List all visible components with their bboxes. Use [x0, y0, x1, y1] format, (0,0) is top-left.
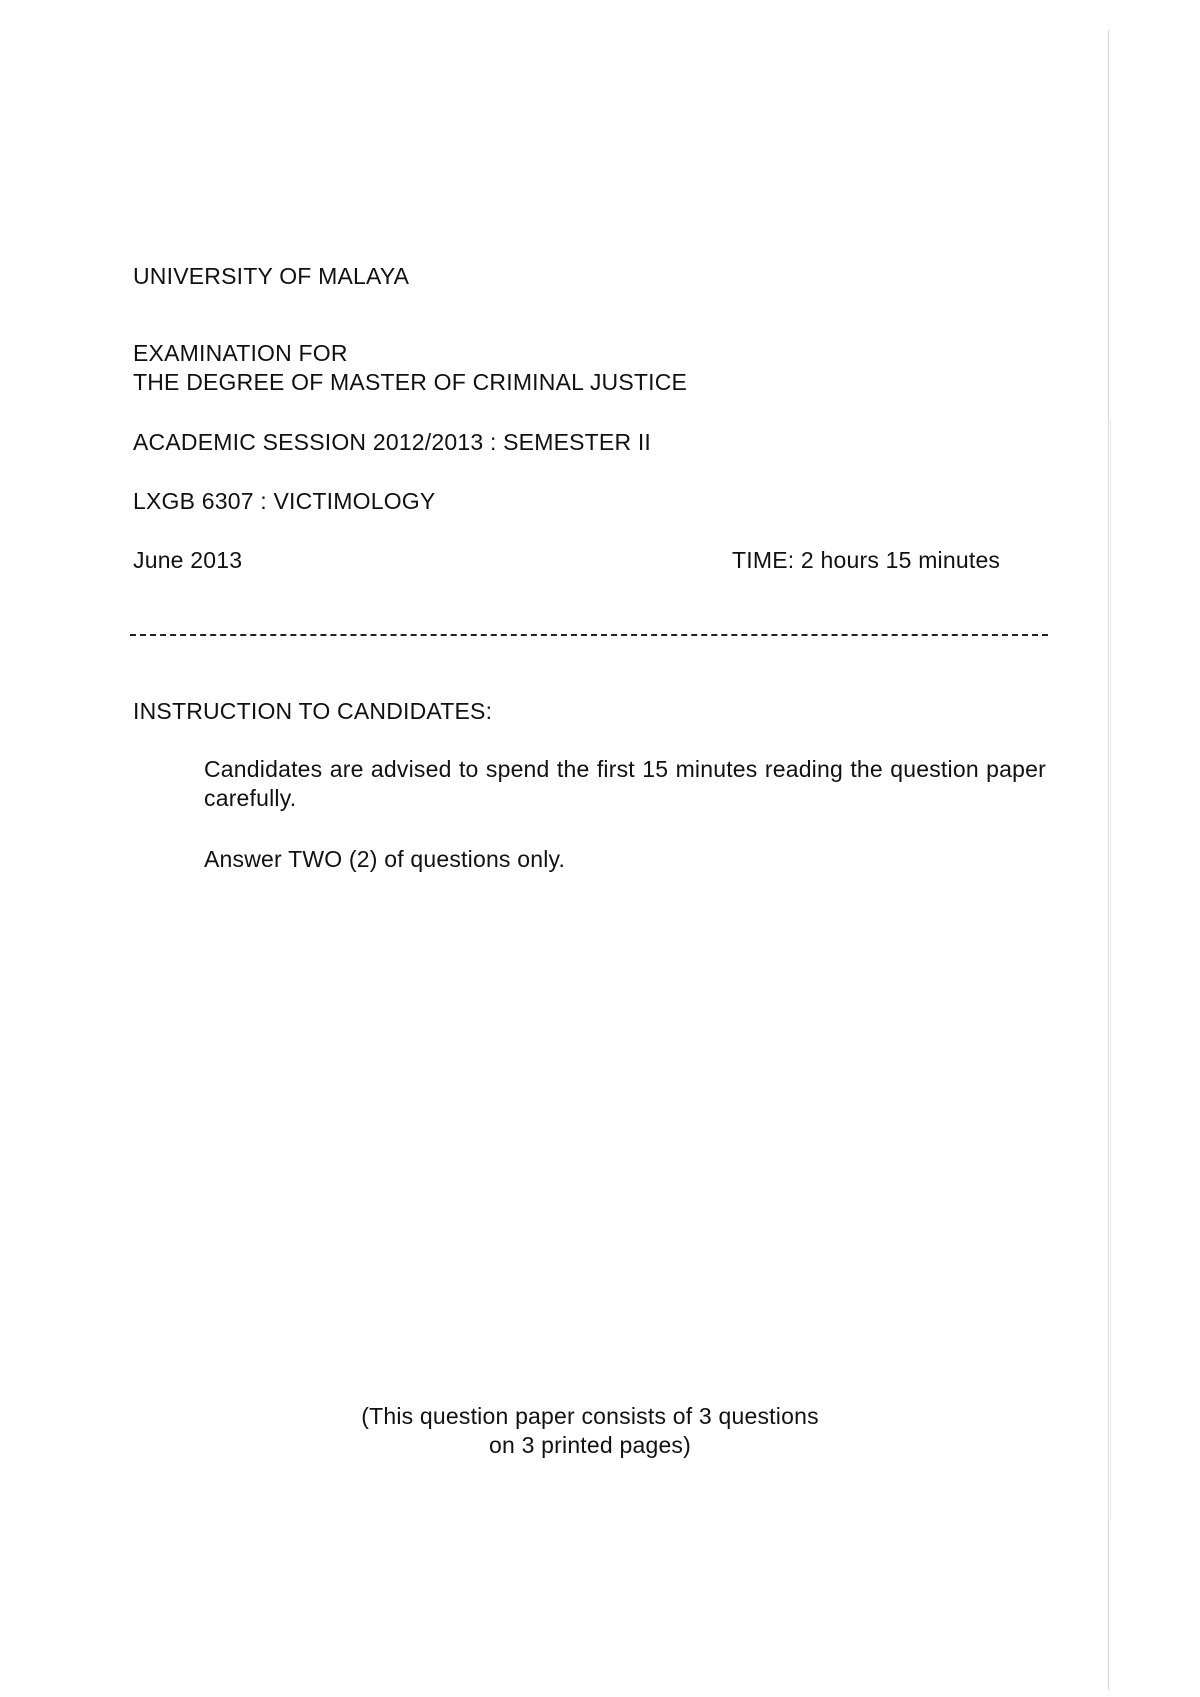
- instruction-item-answer-count: Answer TWO (2) of questions only.: [204, 846, 566, 872]
- scan-edge-line: [1108, 30, 1109, 1690]
- header-divider: [130, 634, 1048, 636]
- instruction-item-reading-time: Candidates are advised to spend the first 15 minutes reading the question paper carefully.: [204, 756, 1046, 811]
- page-count-note-line-2: on 3 printed pages): [489, 1432, 691, 1458]
- exam-title-line-2: THE DEGREE OF MASTER OF CRIMINAL JUSTICE: [133, 369, 688, 395]
- instructions-heading: INSTRUCTION TO CANDIDATES:: [133, 698, 493, 724]
- exam-date: June 2013: [133, 547, 243, 573]
- university-name: UNIVERSITY OF MALAYA: [133, 263, 410, 289]
- course-code-title: LXGB 6307 : VICTIMOLOGY: [133, 488, 436, 514]
- page-count-note-line-1: (This question paper consists of 3 questions: [361, 1403, 819, 1429]
- exam-title-line-1: EXAMINATION FOR: [133, 340, 348, 366]
- academic-session: ACADEMIC SESSION 2012/2013 : SEMESTER II: [133, 429, 652, 455]
- exam-duration: TIME: 2 hours 15 minutes: [732, 547, 1001, 573]
- page-count-note: [250, 1402, 930, 1460]
- scan-edge-shadow: [1110, 420, 1111, 1520]
